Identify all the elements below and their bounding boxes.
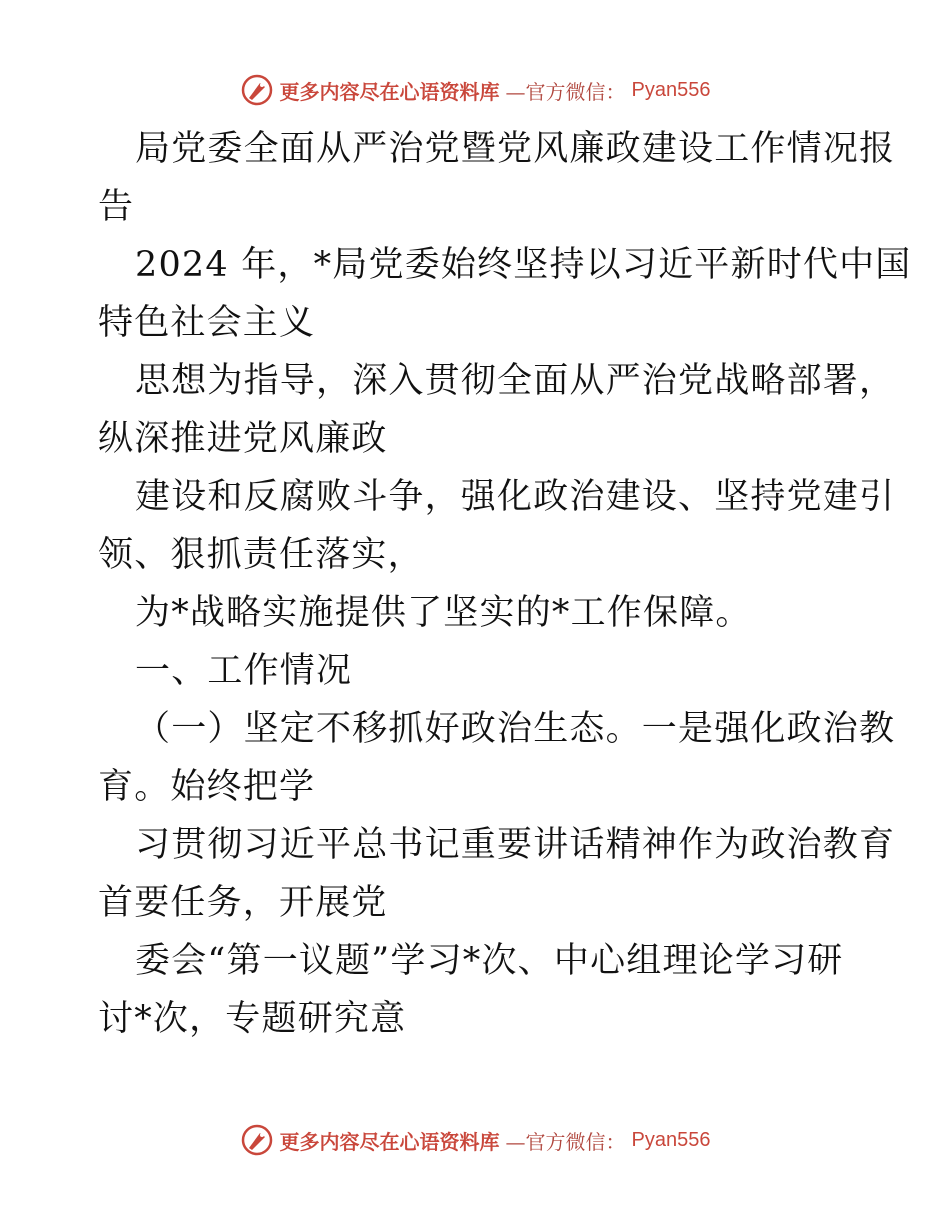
paragraph-line: 特色社会主义: [98, 303, 316, 343]
subsection-line: （一）坚定不移抓好政治生态。一是强化政治教: [135, 709, 896, 749]
paragraph-line: 首要任务，开展党: [98, 883, 388, 923]
pen-nib-logo-icon: [240, 1123, 274, 1157]
paragraph-line: 建设和反腐败斗争，强化政治建设、坚持党建引: [135, 477, 896, 517]
footer-watermark-banner: [0, 1120, 950, 1160]
paragraph-line: 育。始终把学: [98, 767, 316, 807]
document-body: [98, 120, 912, 1048]
banner-title: 更多内容尽在心语资料库: [279, 79, 500, 104]
banner-subtitle: —官方微信：: [505, 1129, 626, 1154]
paragraph-line: 领、狠抓责任落实，: [98, 535, 424, 575]
header-watermark-banner: [0, 70, 950, 110]
paragraph-line: 为*战略实施提供了坚实的*工作保障。: [135, 593, 752, 633]
banner-wechat-id: Pyan556: [631, 1128, 711, 1151]
paragraph-line: 纵深推进党风廉政: [98, 419, 388, 459]
paragraph-line: 讨*次，专题研究意: [98, 999, 407, 1039]
banner-title: 更多内容尽在心语资料库: [279, 1129, 500, 1154]
title-line-2: 告: [98, 187, 135, 227]
paragraph-line: 委会“第一议题”学习*次、中心组理论学习研: [135, 941, 844, 981]
section-heading: 一、工作情况: [135, 651, 353, 691]
banner-wechat-id: Pyan556: [631, 78, 711, 101]
paragraph-line: 习贯彻习近平总书记重要讲话精神作为政治教育: [135, 825, 896, 865]
title-line-1: 局党委全面从严治党暨党风廉政建设工作情况报: [135, 129, 896, 169]
banner-subtitle: —官方微信：: [505, 79, 626, 104]
paragraph-line: 2024 年，*局党委始终坚持以习近平新时代中国: [135, 245, 912, 285]
paragraph-line: 思想为指导，深入贯彻全面从严治党战略部署，: [135, 361, 896, 401]
pen-nib-logo-icon: [240, 73, 274, 107]
